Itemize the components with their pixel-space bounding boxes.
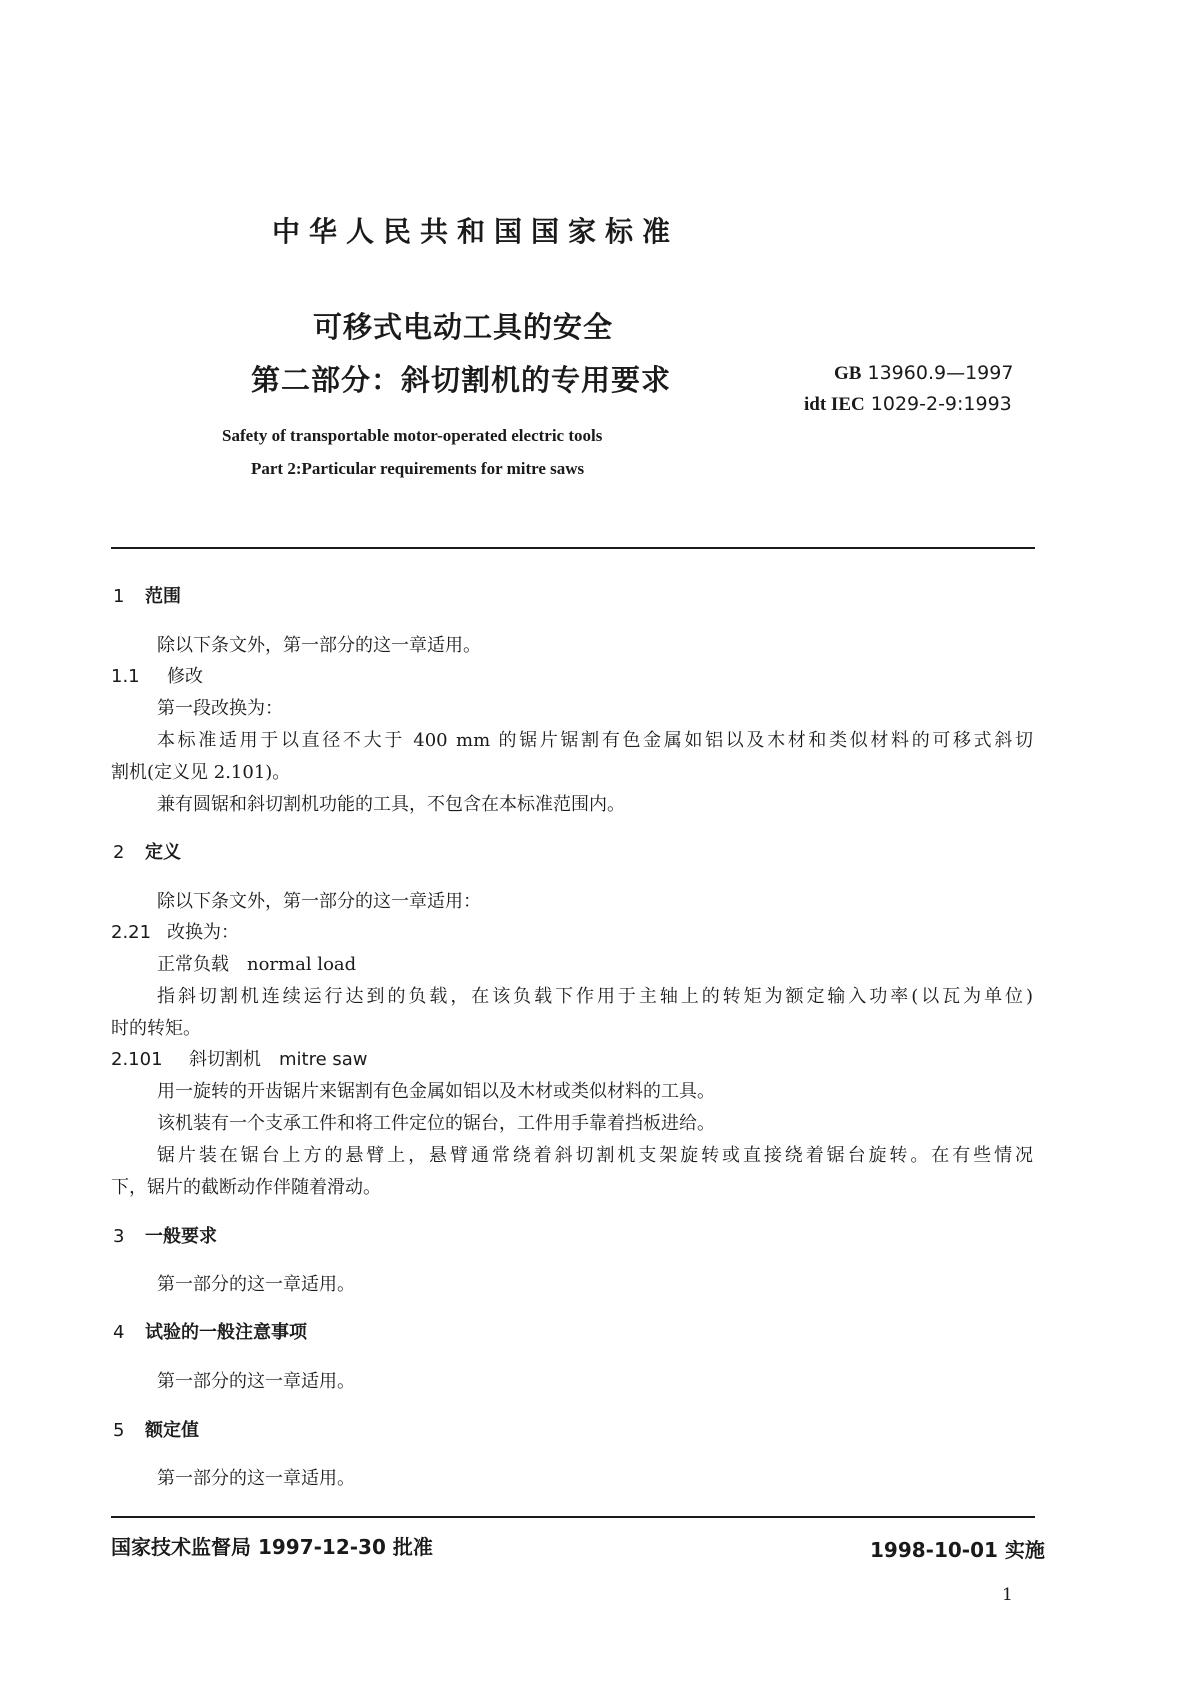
clause-2-101-para3-line1: 锯片装在锯台上方的悬臂上，悬臂通常绕着斜切割机支架旋转或直接绕着锯台旋转。在有些情况 xyxy=(157,1145,1033,1166)
clause-2-21-heading xyxy=(111,918,239,944)
section-1-text: 除以下条文外，第一部分的这一章适用。 xyxy=(157,635,481,656)
section-4-text: 第一部分的这一章适用。 xyxy=(157,1371,355,1392)
page-number: 1 xyxy=(1002,1585,1013,1605)
clause-1-1-heading xyxy=(111,662,203,688)
footer-divider xyxy=(111,1516,1035,1518)
clause-number: 1.1 xyxy=(111,666,140,687)
clause-number: 2.21 xyxy=(111,922,152,943)
clause-2-101-para1: 用一旋转的开齿锯片来锯割有色金属如铝以及木材或类似材料的工具。 xyxy=(157,1081,715,1102)
section-title: 额定值 xyxy=(145,1420,199,1441)
clause-1-1-intro: 第一段改换为： xyxy=(157,698,283,719)
clause-2-21-definition-line2: 时的转矩。 xyxy=(111,1018,201,1039)
clause-2-21-definition-line1: 指斜切割机连续运行达到的负载，在该负载下作用于主轴上的转矩为额定输入功率(以瓦为单位) xyxy=(157,986,1033,1007)
section-1-heading xyxy=(113,582,181,608)
section-title: 一般要求 xyxy=(145,1226,217,1247)
section-5-heading xyxy=(113,1416,199,1442)
clause-title: 改换为： xyxy=(167,922,239,943)
section-number: 4 xyxy=(113,1322,125,1343)
clause-number: 2.101 xyxy=(111,1049,163,1070)
header-divider xyxy=(111,547,1035,549)
section-title: 定义 xyxy=(145,842,181,863)
section-title: 试验的一般注意事项 xyxy=(145,1322,307,1343)
section-number: 3 xyxy=(113,1226,125,1247)
section-title: 范围 xyxy=(145,586,181,607)
section-4-heading xyxy=(113,1318,307,1344)
clause-1-1-para1-line1: 本标准适用于以直径不大于 400 mm 的锯片锯割有色金属如铝以及木材和类似材料的可移式斜切 xyxy=(157,730,1033,751)
section-3-heading xyxy=(113,1222,217,1248)
clause-title: 斜切割机 mitre saw xyxy=(189,1049,368,1070)
section-number: 1 xyxy=(113,586,125,607)
english-title-line-1: Safety of transportable motor-operated electric tools xyxy=(222,426,603,445)
standard-code xyxy=(834,362,1013,385)
section-number: 2 xyxy=(113,842,125,863)
national-standard-heading: 中华人民共和国国家标准 xyxy=(272,215,680,248)
clause-1-1-para1-line2: 割机(定义见 2.101)。 xyxy=(111,762,291,783)
section-3-text: 第一部分的这一章适用。 xyxy=(157,1274,355,1295)
idt-prefix: idt IEC xyxy=(804,394,865,415)
clause-2-101-para2: 该机装有一个支承工件和将工件定位的锯台，工件用手靠着挡板进给。 xyxy=(157,1113,715,1134)
section-5-text: 第一部分的这一章适用。 xyxy=(157,1468,355,1489)
effective-date-line: 1998-10-01 实施 xyxy=(870,1538,1045,1562)
title-line-1: 可移式电动工具的安全 xyxy=(313,310,614,344)
approval-line: 国家技术监督局 1997-12-30 批准 xyxy=(111,1535,433,1559)
clause-2-21-term: 正常负载 normal load xyxy=(157,954,357,975)
section-number: 5 xyxy=(113,1420,125,1441)
clause-1-1-para2: 兼有圆锯和斜切割机功能的工具，不包含在本标准范围内。 xyxy=(157,794,625,815)
clause-title: 修改 xyxy=(167,666,203,687)
title-line-2: 第二部分：斜切割机的专用要求 xyxy=(251,363,672,397)
idt-reference xyxy=(804,393,1012,416)
section-2-text: 除以下条文外，第一部分的这一章适用： xyxy=(157,891,481,912)
section-2-heading xyxy=(113,838,181,864)
clause-2-101-para3-line2: 下，锯片的截断动作伴随着滑动。 xyxy=(111,1177,381,1198)
clause-2-101-heading xyxy=(111,1045,368,1071)
standard-code-prefix: GB xyxy=(834,363,862,384)
idt-number: 1029-2-9:1993 xyxy=(870,393,1012,415)
english-title-line-2: Part 2:Particular requirements for mitre saws xyxy=(251,459,585,478)
standard-code-number: 13960.9—1997 xyxy=(867,362,1014,384)
